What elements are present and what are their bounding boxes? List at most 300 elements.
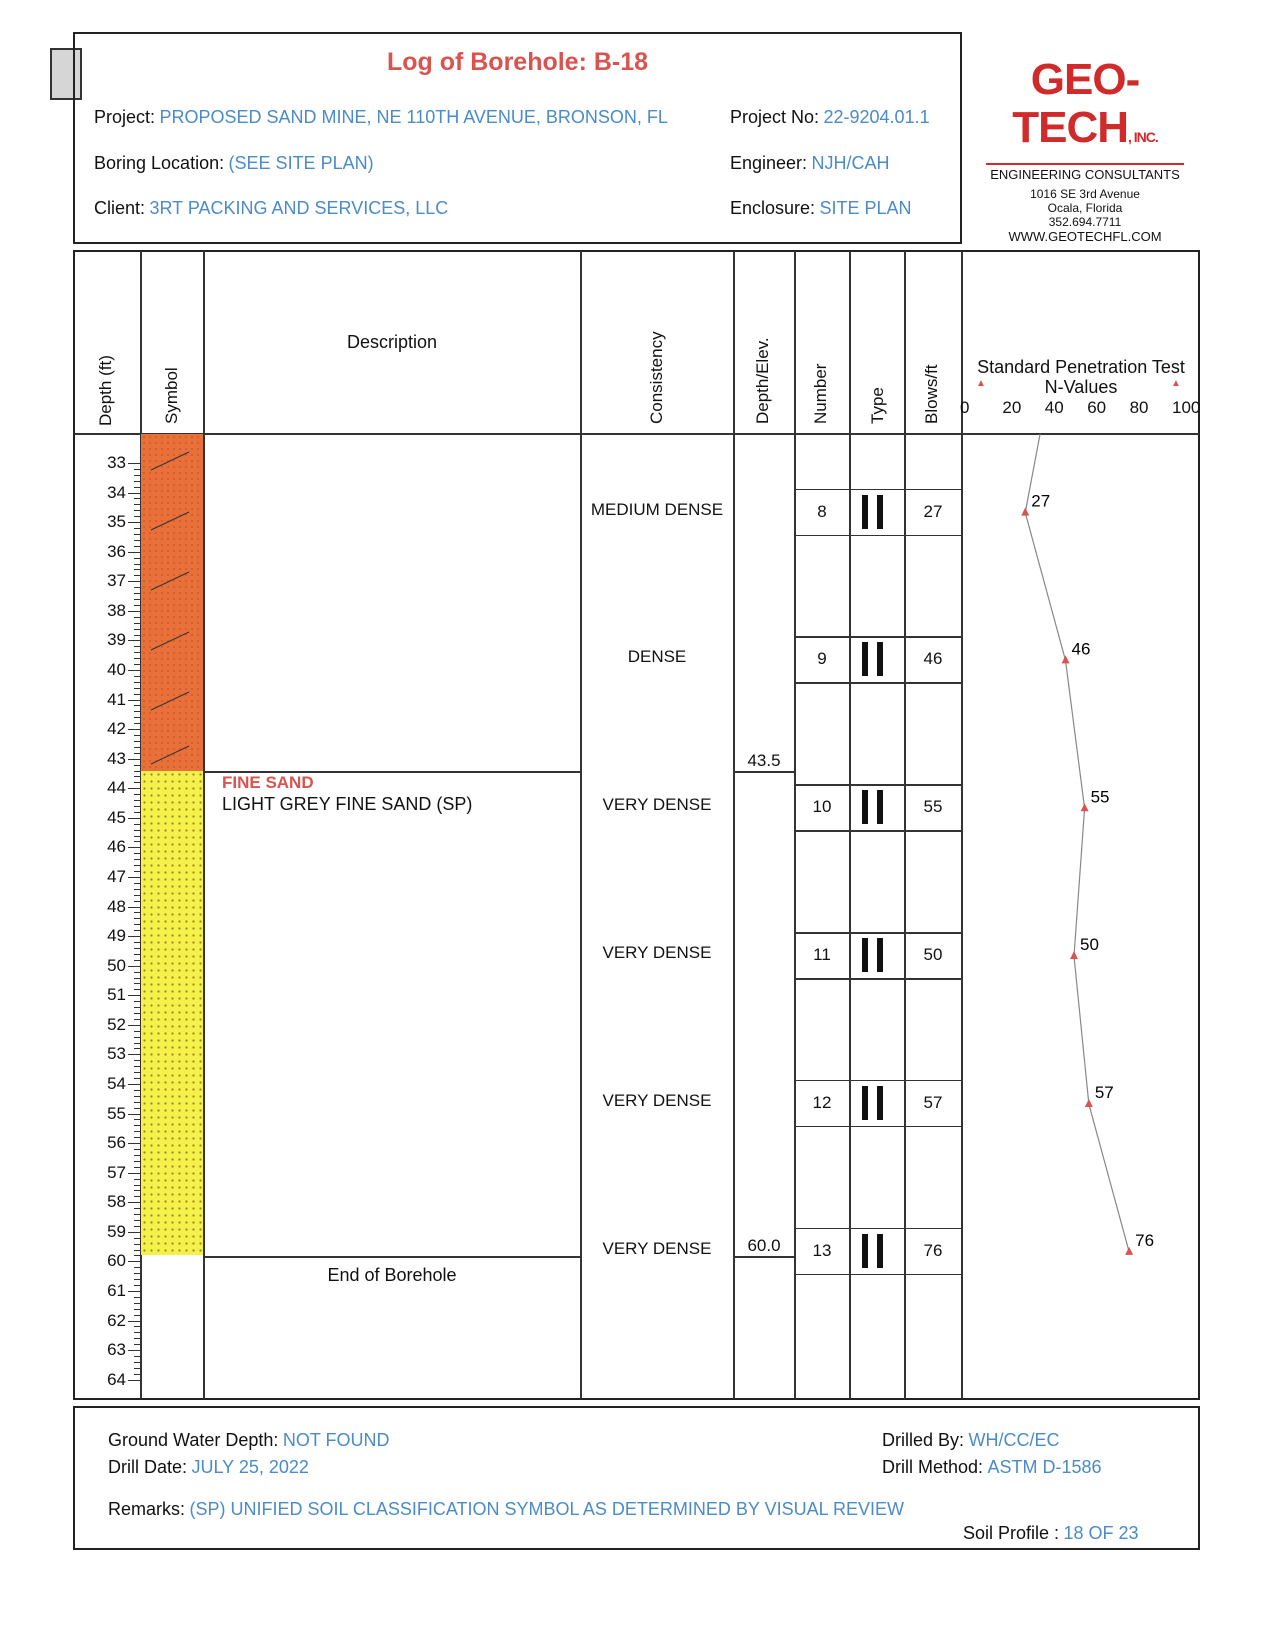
depth-minor-tick [134, 676, 140, 677]
depth-minor-tick [134, 812, 140, 813]
enclosure-row [730, 198, 912, 219]
depth-minor-tick [134, 1332, 140, 1333]
depth-tick-label: 42 [107, 719, 126, 739]
depth-minor-tick [134, 705, 140, 706]
depth-minor-tick [134, 1297, 140, 1298]
date-label: Drill Date: [108, 1457, 188, 1477]
depth-tick-label: 55 [107, 1103, 126, 1123]
depth-minor-tick [134, 1273, 140, 1274]
depth-major-tick [128, 729, 140, 730]
hatch-mark [151, 746, 189, 764]
spt-tick-label: 80 [1129, 398, 1149, 417]
depth-minor-tick [134, 629, 140, 630]
depth-minor-tick [134, 1131, 140, 1132]
gw-label: Ground Water Depth: [108, 1430, 279, 1450]
depth-minor-tick [134, 1119, 140, 1120]
spt-data-label: 46 [1071, 639, 1091, 659]
sample-number: 8 [817, 501, 827, 521]
layer-name: FINE SAND [222, 773, 314, 792]
depth-minor-tick [134, 1374, 140, 1375]
depth-major-tick [128, 493, 140, 494]
depth-minor-tick [134, 1031, 140, 1032]
depth-tick-label: 37 [107, 571, 126, 591]
depth-minor-tick [134, 546, 140, 547]
spt-data-label: 57 [1094, 1082, 1114, 1102]
depth-minor-tick [134, 1001, 140, 1002]
depth-major-tick [128, 936, 140, 937]
depth-major-tick [128, 1350, 140, 1351]
depth-major-tick [128, 463, 140, 464]
company-logo [980, 56, 1190, 244]
project-row [94, 107, 668, 128]
col-header-number: Number [811, 363, 830, 424]
hatch-mark [151, 692, 189, 710]
project-no-row [730, 107, 930, 128]
spt-marker-right: ▲ [1171, 378, 1181, 389]
sample-consistency: VERY DENSE [602, 943, 712, 963]
gw-row [108, 1430, 390, 1451]
drilled-label: Drilled By: [882, 1430, 965, 1450]
hatch-mark [151, 632, 189, 650]
boring-value: (SEE SITE PLAN) [228, 153, 374, 173]
sample-blows: 27 [923, 501, 943, 521]
depth-minor-tick [134, 569, 140, 570]
spt-tick-label: 60 [1087, 398, 1107, 417]
project-no-value: 22-9204.01.1 [823, 107, 930, 127]
depth-minor-tick [134, 871, 140, 872]
depth-tick-label: 60 [107, 1251, 126, 1271]
depth-major-tick [128, 1084, 140, 1085]
depth-tick-label: 47 [107, 866, 126, 886]
depth-major-tick [128, 1321, 140, 1322]
depth-minor-tick [134, 617, 140, 618]
sample-row-line [795, 1080, 961, 1082]
depth-tick-label: 63 [107, 1340, 126, 1360]
method-label: Drill Method: [882, 1457, 984, 1477]
sample-row-line [795, 978, 961, 980]
depth-minor-tick [134, 487, 140, 488]
depth-minor-tick [134, 688, 140, 689]
depth-major-tick [128, 1202, 140, 1203]
depth-minor-tick [134, 664, 140, 665]
sampler-bar [862, 790, 868, 824]
depth-tick-label: 53 [107, 1044, 126, 1064]
depth-minor-tick [134, 593, 140, 594]
layer-description: LIGHT GREY FINE SAND (SP) [222, 794, 473, 814]
sample-blows: 46 [923, 649, 943, 669]
depth-tick-label: 64 [107, 1369, 126, 1389]
sampler-bar [877, 790, 883, 824]
depth-minor-tick [134, 1125, 140, 1126]
sand-symbol-fill [141, 771, 203, 1255]
col-sep [904, 251, 906, 1399]
sample-consistency: MEDIUM DENSE [590, 499, 724, 519]
depth-major-tick [128, 788, 140, 789]
engineer-row [730, 153, 890, 174]
spt-data-label: 76 [1135, 1230, 1155, 1250]
depth-minor-tick [134, 924, 140, 925]
remarks-label: Remarks: [108, 1499, 186, 1519]
company-suffix: , INC. [1128, 129, 1158, 145]
spt-tick-label: 100 [1172, 398, 1201, 417]
col-header-depth: Depth (ft) [96, 355, 115, 426]
depth-minor-tick [134, 954, 140, 955]
depth-minor-tick [134, 765, 140, 766]
elev-boundary [734, 771, 794, 773]
spt-series-line [1025, 434, 1129, 1252]
depth-minor-tick [134, 1267, 140, 1268]
depth-minor-tick [134, 564, 140, 565]
depth-minor-tick [134, 753, 140, 754]
spt-data-label: 50 [1080, 935, 1099, 955]
depth-minor-tick [134, 912, 140, 913]
sample-consistency: VERY DENSE [602, 1090, 712, 1110]
depth-minor-tick [134, 865, 140, 866]
depth-minor-tick [134, 1007, 140, 1008]
depth-major-tick [128, 907, 140, 908]
depth-major-tick [128, 670, 140, 671]
enclosure-label: Enclosure: [730, 198, 816, 218]
drilled-row [882, 1430, 1059, 1451]
depth-minor-tick [134, 1048, 140, 1049]
company-name [980, 56, 1190, 161]
spt-data-label: 27 [1031, 491, 1051, 511]
depth-tick-label: 58 [107, 1192, 126, 1212]
depth-major-tick [128, 640, 140, 641]
depth-minor-tick [134, 1309, 140, 1310]
depth-minor-tick [134, 1108, 140, 1109]
method-row [882, 1457, 1102, 1478]
depth-minor-tick [134, 983, 140, 984]
depth-minor-tick [134, 658, 140, 659]
depth-minor-tick [134, 1303, 140, 1304]
depth-tick-label: 50 [107, 955, 126, 975]
depth-minor-tick [134, 504, 140, 505]
depth-minor-tick [134, 901, 140, 902]
profile-row [963, 1523, 1139, 1544]
end-of-borehole: End of Borehole [327, 1265, 457, 1285]
depth-minor-tick [134, 782, 140, 783]
depth-tick-label: 44 [107, 778, 126, 798]
spt-marker-left: ▲ [976, 378, 986, 389]
elev-value-1: 43.5 [747, 751, 781, 770]
depth-major-tick [128, 1380, 140, 1381]
sampler-bar [862, 938, 868, 972]
depth-minor-tick [134, 1037, 140, 1038]
remarks-row [108, 1499, 904, 1520]
col-header-depth-elev: Depth/Elev. [753, 337, 772, 424]
depth-minor-tick [134, 635, 140, 636]
depth-minor-tick [134, 1179, 140, 1180]
depth-minor-tick [134, 1167, 140, 1168]
sample-row-line [795, 784, 961, 786]
depth-minor-tick [134, 1185, 140, 1186]
depth-minor-tick [134, 534, 140, 535]
depth-major-tick [128, 581, 140, 582]
layer-boundary [204, 1256, 580, 1258]
depth-minor-tick [134, 1250, 140, 1251]
sample-blows: 76 [923, 1240, 943, 1260]
col-header-symbol: Symbol [162, 367, 181, 424]
depth-minor-tick [134, 1344, 140, 1345]
sampler-bar [862, 1234, 868, 1268]
depth-minor-tick [134, 587, 140, 588]
depth-minor-tick [134, 1096, 140, 1097]
depth-minor-tick [134, 836, 140, 837]
depth-minor-tick [134, 1190, 140, 1191]
depth-minor-tick [134, 475, 140, 476]
spt-point [1081, 803, 1089, 811]
sample-row-line [795, 1274, 961, 1276]
depth-minor-tick [134, 918, 140, 919]
depth-tick-label: 38 [107, 600, 126, 620]
depth-tick-label: 40 [107, 659, 126, 679]
depth-minor-tick [134, 1013, 140, 1014]
depth-minor-tick [134, 540, 140, 541]
sampler-bar [877, 1086, 883, 1120]
hatch-mark [151, 512, 189, 530]
depth-minor-tick [134, 1137, 140, 1138]
col-sep [794, 251, 796, 1399]
depth-minor-tick [134, 1072, 140, 1073]
depth-minor-tick [134, 859, 140, 860]
col-header-type: Type [868, 387, 887, 424]
depth-minor-tick [134, 717, 140, 718]
depth-tick-label: 54 [107, 1073, 126, 1093]
depth-minor-tick [134, 1161, 140, 1162]
depth-minor-tick [134, 694, 140, 695]
engineer-label: Engineer: [730, 153, 808, 173]
client-row [94, 198, 448, 219]
depth-tick-label: 49 [107, 926, 126, 946]
depth-tick-label: 46 [107, 837, 126, 857]
spt-tick-label: 40 [1044, 398, 1064, 417]
depth-minor-tick [134, 776, 140, 777]
depth-minor-tick [134, 1244, 140, 1245]
client-value: 3RT PACKING AND SERVICES, LLC [149, 198, 449, 218]
depth-tick-label: 39 [107, 630, 126, 650]
depth-major-tick [128, 877, 140, 878]
sample-row-line [795, 636, 961, 638]
sampler-bar [877, 642, 883, 676]
spt-tick-label: 0 [960, 398, 970, 417]
depth-minor-tick [134, 978, 140, 979]
sampler-bar [877, 495, 883, 529]
depth-minor-tick [134, 652, 140, 653]
depth-minor-tick [134, 498, 140, 499]
depth-tick-label: 43 [107, 748, 126, 768]
spt-subtitle: N-Values [1044, 377, 1118, 397]
spt-point [1062, 655, 1070, 663]
depth-major-tick [128, 759, 140, 760]
depth-tick-label: 62 [107, 1310, 126, 1330]
sample-row-line [795, 535, 961, 537]
col-sep [203, 251, 205, 1399]
depth-minor-tick [134, 1214, 140, 1215]
depth-minor-tick [134, 1362, 140, 1363]
sample-row-line [795, 489, 961, 491]
depth-minor-tick [134, 824, 140, 825]
sample-number: 11 [813, 945, 831, 965]
depth-minor-tick [134, 741, 140, 742]
depth-tick-label: 48 [107, 896, 126, 916]
boring-row [94, 153, 374, 174]
sample-blows: 50 [923, 945, 943, 965]
depth-minor-tick [134, 469, 140, 470]
date-value: JULY 25, 2022 [191, 1457, 309, 1477]
depth-minor-tick [134, 1149, 140, 1150]
project-value: PROPOSED SAND MINE, NE 110TH AVENUE, BRONSON, FL [159, 107, 668, 127]
depth-minor-tick [134, 1196, 140, 1197]
depth-tick-label: 61 [107, 1280, 126, 1300]
depth-major-tick [128, 847, 140, 848]
depth-minor-tick [134, 1066, 140, 1067]
depth-minor-tick [134, 646, 140, 647]
spt-point [1070, 951, 1078, 959]
depth-minor-tick [134, 599, 140, 600]
company-rule [986, 163, 1184, 165]
depth-minor-tick [134, 1019, 140, 1020]
depth-minor-tick [134, 510, 140, 511]
depth-minor-tick [134, 895, 140, 896]
depth-minor-tick [134, 889, 140, 890]
depth-minor-tick [134, 1279, 140, 1280]
method-value: ASTM D-1586 [987, 1457, 1102, 1477]
company-address1: 1016 SE 3rd Avenue [1030, 187, 1140, 201]
company-website: WWW.GEOTECHFL.COM [1008, 229, 1162, 244]
elev-value-2: 60.0 [747, 1236, 781, 1255]
depth-major-tick [128, 1143, 140, 1144]
clay-hatch [141, 434, 203, 771]
engineer-value: NJH/CAH [811, 153, 890, 173]
sampler-bar [877, 1234, 883, 1268]
depth-minor-tick [134, 1315, 140, 1316]
depth-minor-tick [134, 575, 140, 576]
depth-major-tick [128, 611, 140, 612]
depth-major-tick [128, 818, 140, 819]
depth-tick-label: 41 [107, 689, 126, 709]
elev-boundary [734, 1256, 794, 1258]
boring-label: Boring Location: [94, 153, 225, 173]
spt-title: Standard Penetration Test [977, 357, 1185, 377]
depth-minor-tick [134, 972, 140, 973]
profile-value: 18 OF 23 [1063, 1523, 1139, 1543]
depth-minor-tick [134, 771, 140, 772]
sample-number: 12 [812, 1092, 832, 1112]
hatch-mark [151, 572, 189, 590]
spt-point [1125, 1247, 1133, 1255]
profile-label: Soil Profile : [963, 1523, 1060, 1543]
depth-minor-tick [134, 800, 140, 801]
enclosure-value: SITE PLAN [819, 198, 912, 218]
company-address2: Ocala, Florida [1047, 201, 1123, 215]
depth-minor-tick [134, 1368, 140, 1369]
col-header-description: Description [346, 332, 438, 352]
depth-minor-tick [134, 1238, 140, 1239]
depth-minor-tick [134, 1338, 140, 1339]
depth-minor-tick [134, 930, 140, 931]
depth-major-tick [128, 522, 140, 523]
depth-major-tick [128, 1261, 140, 1262]
sample-blows: 55 [923, 797, 943, 817]
depth-tick-label: 36 [107, 541, 126, 561]
depth-tick-label: 57 [107, 1162, 126, 1182]
depth-minor-tick [134, 516, 140, 517]
depth-minor-tick [134, 1285, 140, 1286]
depth-minor-tick [134, 605, 140, 606]
company-phone: 352.694.7711 [1048, 215, 1122, 229]
depth-minor-tick [134, 1078, 140, 1079]
depth-major-tick [128, 1173, 140, 1174]
date-row [108, 1457, 309, 1478]
sample-row-line [795, 932, 961, 934]
depth-tick-label: 56 [107, 1133, 126, 1153]
depth-major-tick [128, 966, 140, 967]
depth-minor-tick [134, 558, 140, 559]
sample-blows: 57 [923, 1092, 943, 1112]
depth-minor-tick [134, 723, 140, 724]
spt-plot [962, 434, 1200, 1399]
spt-point [1085, 1099, 1093, 1107]
sample-row-line [795, 830, 961, 832]
project-label: Project: [94, 107, 156, 127]
depth-major-tick [128, 1054, 140, 1055]
depth-major-tick [128, 1291, 140, 1292]
depth-minor-tick [134, 1208, 140, 1209]
depth-major-tick [128, 1114, 140, 1115]
depth-minor-tick [134, 830, 140, 831]
depth-minor-tick [134, 747, 140, 748]
depth-major-tick [128, 1232, 140, 1233]
sample-consistency: DENSE [627, 647, 687, 667]
depth-minor-tick [134, 806, 140, 807]
depth-tick-label: 35 [107, 512, 126, 532]
depth-minor-tick [134, 1090, 140, 1091]
depth-minor-tick [134, 735, 140, 736]
sampler-bar [877, 938, 883, 972]
depth-tick-label: 45 [107, 807, 126, 827]
depth-major-tick [128, 995, 140, 996]
drilled-value: WH/CC/EC [968, 1430, 1060, 1450]
col-sep [733, 251, 735, 1399]
sample-row-line [795, 1126, 961, 1128]
depth-major-tick [128, 1025, 140, 1026]
depth-minor-tick [134, 1226, 140, 1227]
sampler-bar [862, 1086, 868, 1120]
sample-consistency: VERY DENSE [602, 795, 712, 815]
depth-minor-tick [134, 960, 140, 961]
sample-consistency: VERY DENSE [602, 1238, 712, 1258]
company-name-text: GEO-TECH [1012, 55, 1140, 152]
sample-number: 13 [812, 1240, 832, 1260]
sample-row-line [795, 1228, 961, 1230]
sample-number: 10 [812, 797, 832, 817]
depth-minor-tick [134, 948, 140, 949]
depth-tick-label: 51 [107, 985, 126, 1005]
spt-data-label: 55 [1090, 787, 1110, 807]
depth-minor-tick [134, 1255, 140, 1256]
gw-value: NOT FOUND [282, 1430, 390, 1450]
depth-tick-label: 59 [107, 1221, 126, 1241]
depth-minor-tick [134, 1326, 140, 1327]
depth-minor-tick [134, 1155, 140, 1156]
remarks-value: (SP) UNIFIED SOIL CLASSIFICATION SYMBOL AS DETERMINED BY VISUAL REVIEW [189, 1499, 904, 1519]
sample-row-line [795, 682, 961, 684]
client-label: Client: [94, 198, 146, 218]
depth-minor-tick [134, 989, 140, 990]
depth-minor-tick [134, 528, 140, 529]
depth-minor-tick [134, 1102, 140, 1103]
